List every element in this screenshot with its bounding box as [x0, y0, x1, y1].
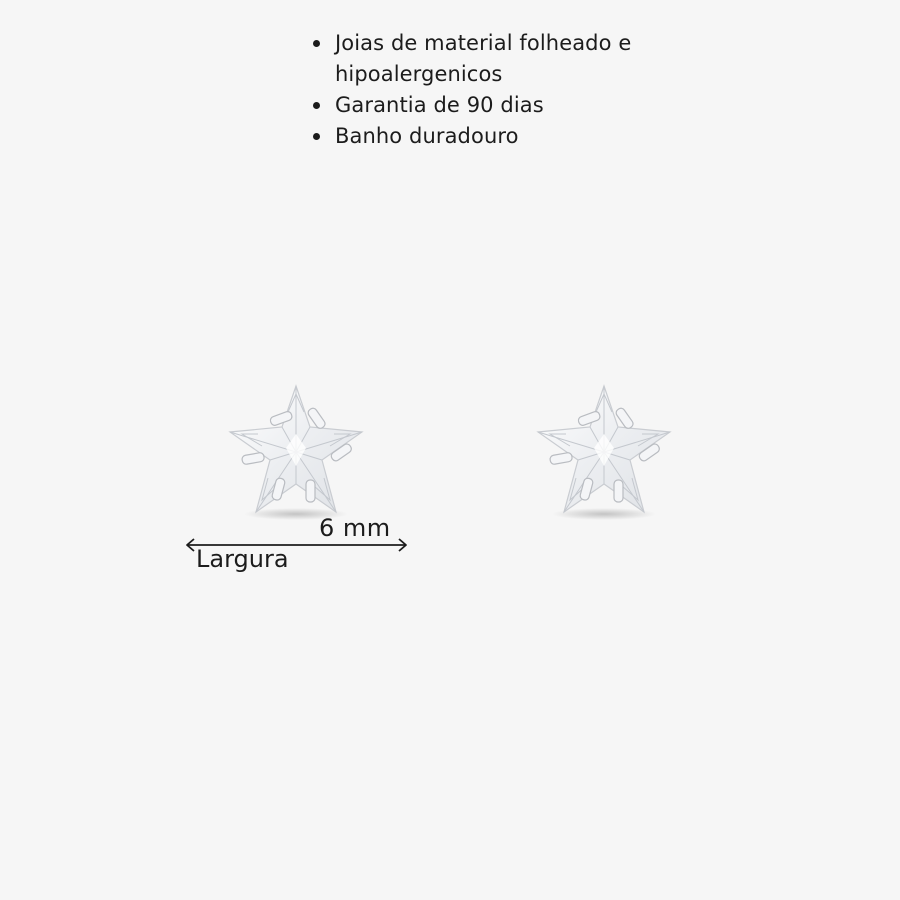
star-earring-right: [534, 382, 674, 522]
feature-item-warranty: Garantia de 90 dias: [312, 90, 672, 121]
star-earring-icon: [534, 382, 674, 522]
feature-item-plating: Banho duradouro: [312, 121, 672, 152]
width-value: 6 mm: [319, 514, 391, 542]
star-earring-icon: [226, 382, 366, 522]
width-label: Largura: [196, 545, 289, 573]
feature-item-material: Joias de material folheado e hipoalergenicos: [312, 28, 672, 90]
star-earring-left: [226, 382, 366, 522]
feature-list: [312, 28, 672, 152]
